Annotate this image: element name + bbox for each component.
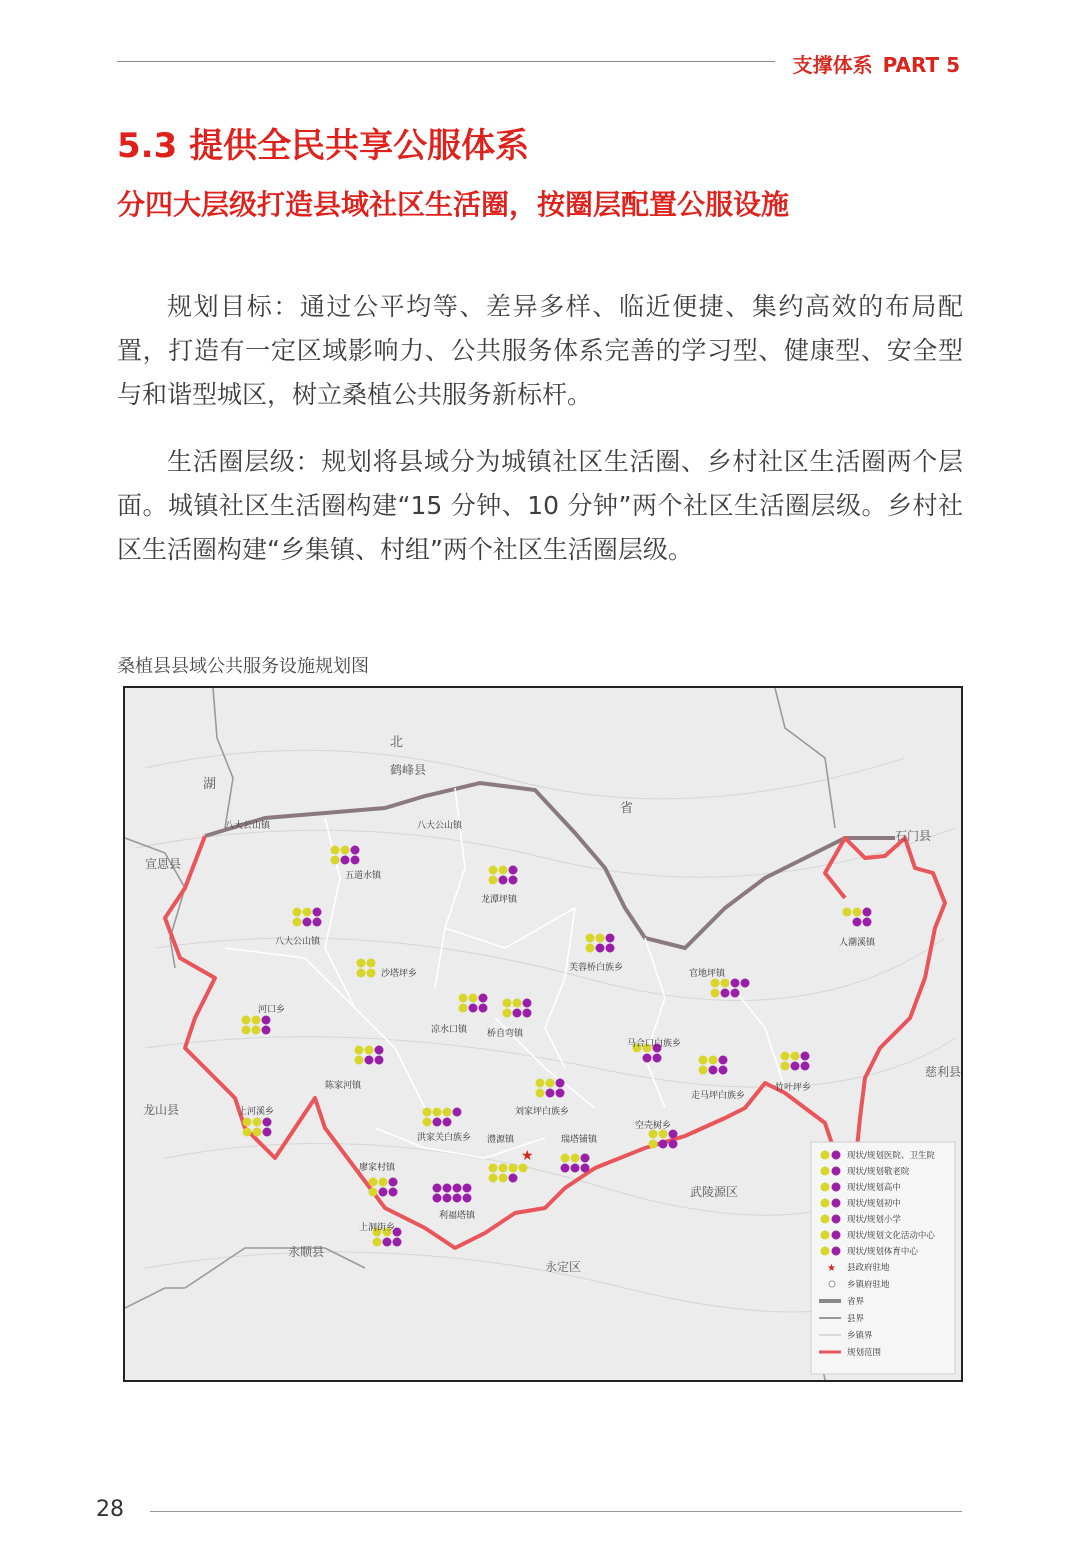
legend-township-seat: 乡镇府驻地	[847, 1280, 890, 1290]
map-legend	[811, 1142, 955, 1374]
town-label-qiaozixi: 桥自弯镇	[487, 1029, 524, 1039]
town-label-shangdongjie: 上洞街乡	[359, 1223, 396, 1233]
town-label-badagongshan-n1: 八大公山镇	[225, 821, 271, 831]
region-label-longshan: 龙山县	[143, 1103, 180, 1117]
region-label-hefeng: 鹤峰县	[390, 763, 427, 777]
town-label-mahekou: 马合口白族乡	[627, 1039, 682, 1049]
town-label-kongkeshu: 空壳树乡	[635, 1121, 672, 1131]
town-label-badagongshan-n2: 八大公山镇	[417, 821, 463, 831]
region-label-hu: 湖	[203, 777, 217, 792]
legend-township-line: 乡镇界	[847, 1331, 873, 1341]
map-caption: 桑植县县域公共服务设施规划图	[117, 656, 369, 677]
region-label-sheng: 省	[620, 801, 634, 816]
town-label-lifuta: 利福塔镇	[439, 1211, 476, 1221]
legend-nursing-home: 现状/规划敬老院	[847, 1167, 910, 1177]
town-label-zhuyeping: 竹叶坪乡	[775, 1083, 812, 1093]
town-label-renchaoxi: 人潮溪镇	[839, 938, 876, 948]
town-label-liaojiacun: 廖家村镇	[359, 1163, 396, 1173]
legend-primary-school: 现状/规划小学	[847, 1215, 901, 1225]
region-label-yongding: 永定区	[545, 1260, 582, 1274]
town-label-chenjiahe: 陈家河镇	[325, 1081, 362, 1091]
paragraph-levels: 生活圈层级：规划将县域分为城镇社区生活圈、乡村社区生活圈两个层面。城镇社区生活圈构建“15 分钟、10 分钟”两个社区生活圈层级。乡村社区生活圈构建“乡集镇、村组”两个社区生活圈层级。	[117, 447, 963, 564]
region-label-xuanen: 宣恩县	[145, 857, 182, 871]
town-label-hekou: 河口乡	[258, 1005, 286, 1015]
legend-hospital: 现状/规划医院、卫生院	[847, 1151, 935, 1161]
paragraph-goal: 规划目标：通过公平均等、差异多样、临近便捷、集约高效的布局配置，打造有一定区域影响力、公共服务体系完善的学习型、健康型、安全型与和谐型城区，树立桑植公共服务新标杆。	[117, 292, 963, 409]
header-rule	[117, 61, 775, 62]
legend-star-icon: ★	[827, 1263, 836, 1274]
facility-plan-map	[123, 686, 963, 1382]
town-label-shanghexi: 上河溪乡	[238, 1107, 275, 1117]
town-label-guandiping: 官地坪镇	[689, 969, 726, 979]
legend-high-school: 现状/规划高中	[847, 1183, 901, 1193]
town-label-shatapin: 沙塔坪乡	[381, 969, 418, 979]
section-name: 支撑体系	[792, 53, 873, 77]
page-title: 5.3 提供全民共享公服体系	[117, 126, 530, 166]
legend-province-line: 省界	[847, 1297, 865, 1307]
legend-county-line: 县界	[847, 1314, 865, 1324]
town-label-longtanping: 龙潭坪镇	[481, 895, 518, 905]
legend-planning-range: 规划范围	[847, 1348, 882, 1358]
page-number: 28	[96, 1497, 124, 1522]
legend-county-seat: 县政府驻地	[847, 1263, 890, 1273]
legend-middle-school: 现状/规划初中	[847, 1199, 901, 1209]
town-label-hongjiaguan: 洪家关白族乡	[417, 1133, 472, 1143]
town-label-furongqiao: 芙蓉桥白族乡	[569, 963, 624, 973]
footer-rule	[150, 1511, 962, 1512]
town-label-wudaoshui: 五道水镇	[345, 871, 382, 881]
town-label-lengshuikou: 凉水口镇	[431, 1025, 468, 1035]
part-label: PART 5	[882, 53, 960, 77]
region-label-yongshun: 永顺县	[288, 1245, 325, 1259]
map-canvas	[125, 688, 961, 1380]
page-subtitle: 分四大层级打造县域社区生活圈，按圈层配置公服设施	[117, 188, 790, 221]
region-label-wulingyuan: 武陵源区	[690, 1185, 739, 1199]
section-tag	[793, 49, 960, 78]
region-label-north: 北	[390, 735, 404, 750]
town-label-badagongshan: 八大公山镇	[275, 937, 321, 947]
town-label-ruitaipu: 瑞塔铺镇	[561, 1135, 598, 1145]
legend-sports-center: 现状/规划体育中心	[847, 1247, 918, 1257]
legend-culture-center: 现状/规划文化活动中心	[847, 1231, 935, 1241]
county-seat-star-icon: ★	[521, 1148, 534, 1164]
region-label-shimen: 石门县	[895, 829, 932, 843]
town-label-liyuan: 澧源镇	[487, 1135, 515, 1145]
region-label-cili: 慈利县	[925, 1065, 961, 1079]
town-label-zoumaping: 走马坪白族乡	[691, 1091, 746, 1101]
town-label-liujiaping: 刘家坪白族乡	[515, 1107, 570, 1117]
